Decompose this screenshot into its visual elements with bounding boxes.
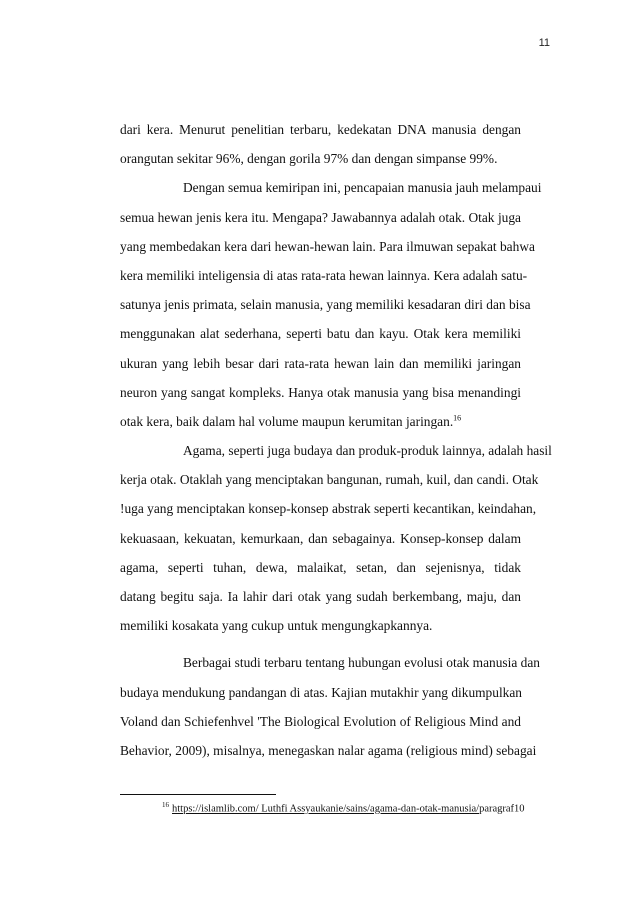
- text-line: dari kera. Menurut penelitian terbaru, kedekatan DNA manusia dengan: [120, 122, 521, 137]
- text-line: [120, 407, 521, 436]
- footnote-link[interactable]: https://islamlib.com/ Luthfi Assyaukanie/sains/agama-dan-otak-manusia/: [172, 803, 480, 815]
- footnote-separator: [120, 794, 276, 795]
- text-line: Voland dan Schiefenhvel 'The Biological Evolution of Religious Mind and: [120, 713, 521, 729]
- page-number: 11: [538, 37, 550, 49]
- text-line-content: otak kera, baik dalam hal volume maupun kerumitan jaringan.: [120, 413, 454, 429]
- text-line: satunya jenis primata, selain manusia, yang memiliki kesadaran diri dan bisa: [120, 297, 531, 313]
- text-line: kera memiliki inteligensia di atas rata-rata hewan lainnya. Kera adalah satu-: [120, 267, 528, 283]
- text-line: yang membedakan kera dari hewan-hewan lain. Para ilmuwan sepakat bahwa: [120, 238, 535, 254]
- text-line: menggunakan alat sederhana, seperti batu dan kayu. Otak kera memiliki: [120, 326, 521, 342]
- text-line: ukuran yang lebih besar dari rata-rata hewan lain dan memiliki jaringan: [120, 355, 521, 371]
- text-line: datang begitu saja. Ia lahir dari otak yang sudah berkembang, maju, dan: [120, 589, 521, 604]
- text-line: semua hewan jenis kera itu. Mengapa? Jawabannya adalah otak. Otak juga: [120, 209, 521, 225]
- footnote: [162, 801, 525, 815]
- text-line: memiliki kosakata yang cukup untuk mengungkapkannya.: [120, 618, 433, 634]
- text-line: !uga yang menciptakan konsep-konsep abstrak seperti kecantikan, keindahan,: [120, 501, 537, 517]
- text-line: orangutan sekitar 96%, dengan gorila 97% dan dengan simpanse 99%.: [120, 151, 498, 167]
- text-line: Dengan semua kemiripan ini, pencapaian manusia jauh melampaui: [183, 180, 542, 196]
- text-line: neuron yang sangat kompleks. Hanya otak manusia yang bisa menandingi: [120, 384, 521, 400]
- footnote-reference[interactable]: 16: [453, 413, 462, 423]
- body-text: [120, 115, 552, 765]
- text-line: kekuasaan, kekuatan, kemurkaan, dan sebagainya. Konsep-konsep dalam: [120, 530, 521, 546]
- text-line: Behavior, 2009), misalnya, menegaskan nalar agama (religious mind) sebagai: [120, 742, 537, 758]
- text-line: kerja otak. Otaklah yang menciptakan bangunan, rumah, kuil, dan candi. Otak: [120, 472, 539, 488]
- footnote-suffix: paragraf10: [479, 803, 525, 815]
- text-line: agama, seperti tuhan, dewa, malaikat, setan, dan sejenisnya, tidak: [120, 559, 521, 575]
- text-line: budaya mendukung pandangan di atas. Kajian mutakhir yang dikumpulkan: [120, 684, 522, 700]
- footnote-mark: 16: [162, 801, 169, 809]
- text-line: Berbagai studi terbaru tentang hubungan evolusi otak manusia dan: [183, 655, 540, 671]
- text-line: Agama, seperti juga budaya dan produk-produk lainnya, adalah hasil: [183, 443, 552, 459]
